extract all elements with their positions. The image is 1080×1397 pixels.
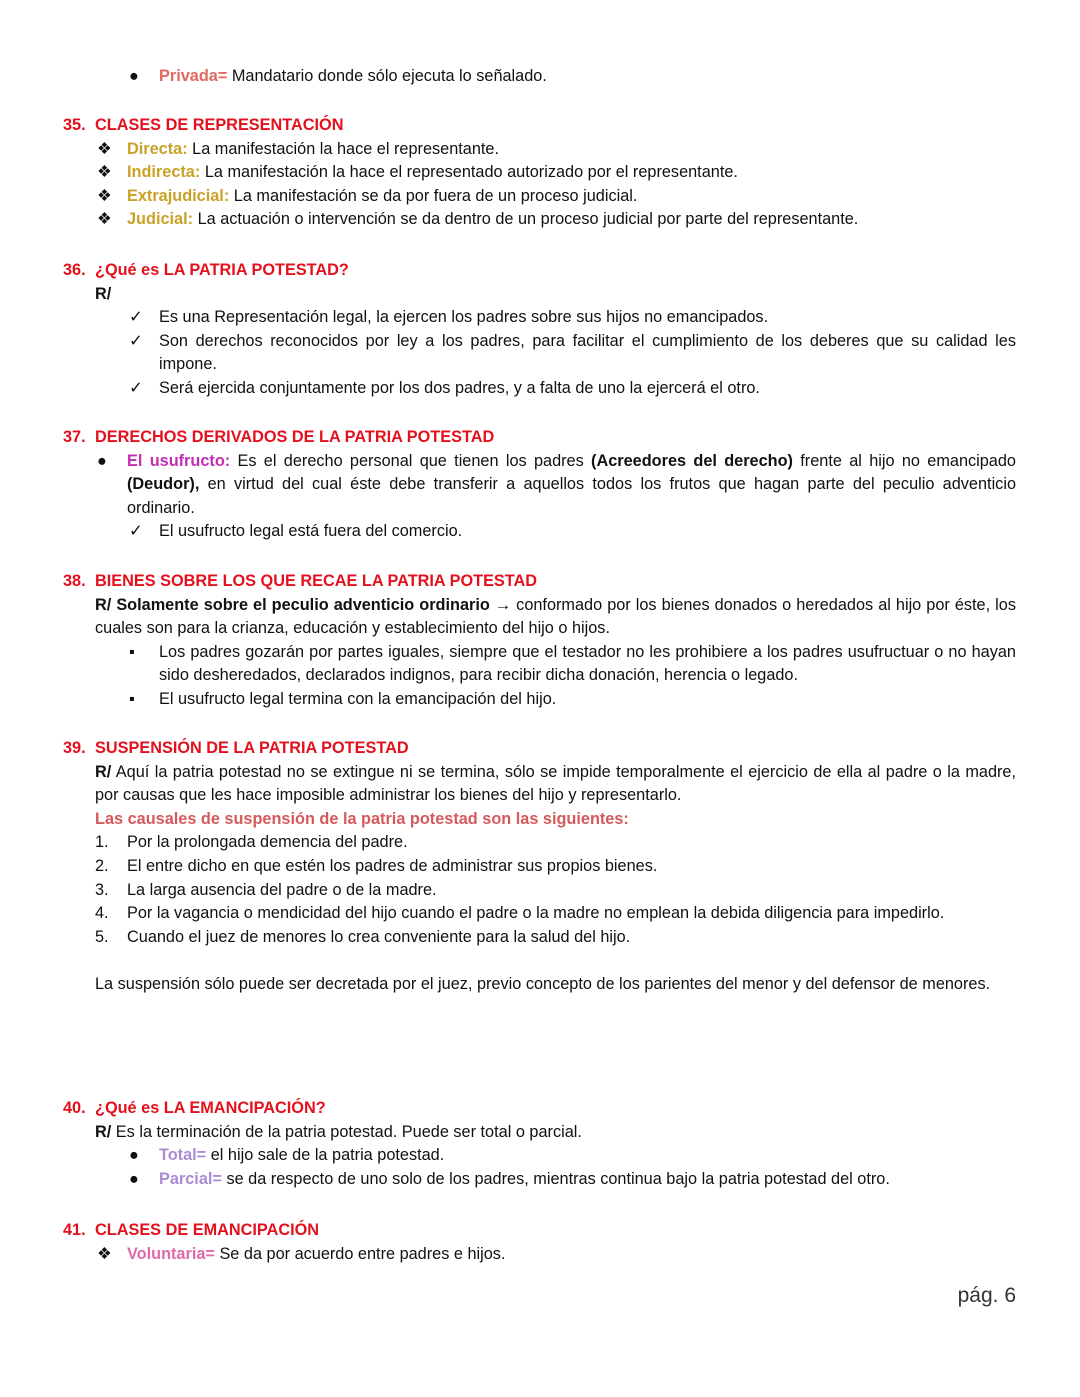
text-span: R/ (95, 762, 112, 781)
check-icon: ✓ (129, 308, 143, 327)
section-heading (63, 1097, 1016, 1121)
text-span: 35. (63, 116, 86, 134)
section-heading (63, 259, 1016, 283)
section-37 (63, 426, 1016, 544)
text-span (63, 1243, 1016, 1267)
text-span (63, 65, 1016, 89)
text-span: 2. (95, 856, 109, 875)
text-span: Por la prolongada demencia del padre. (127, 833, 408, 852)
text-span: La larga ausencia del padre o de la madre. (127, 880, 437, 899)
text-span: El usufructo legal termina con la emancipación del hijo. (159, 689, 557, 708)
text-span: 4. (95, 904, 109, 923)
text-span: Directa: (127, 139, 188, 158)
text-span (63, 1121, 1016, 1145)
diamond-bullet-icon: ❖ (97, 1244, 112, 1263)
text-span (63, 185, 1016, 209)
text-span (95, 902, 1016, 926)
text-span: conformado por los bienes donados o heredados al hijo por éste, los cuales son para la crianza, educación y establecimiento del hijo o hijos. (95, 595, 1016, 638)
text-span: Es el derecho personal que tienen los padres (230, 451, 592, 470)
text-span: en virtud del cual éste debe transferir a aquellos todos los frutos que hagan parte del peculio adventicio ordinario. (127, 475, 1016, 517)
text-span: (Acreedores del derecho) (591, 451, 793, 470)
text-span: 39. (63, 739, 86, 757)
text-span (63, 450, 1016, 521)
text-span: Se da por acuerdo entre padres e hijos. (214, 1244, 506, 1263)
bullet-icon: ● (97, 451, 107, 470)
text-span (63, 138, 1016, 162)
text-span (63, 283, 1016, 307)
square-bullet-icon: ▪ (129, 642, 135, 661)
text-span: Son derechos reconocidos por ley a los padres, para facilitar el cumplimiento de los deberes que su calidad les impone. (159, 331, 1016, 374)
text-span (95, 831, 1016, 855)
text-span: Cuando el juez de menores lo crea conveniente para la salud del hijo. (127, 927, 631, 946)
text-span: Extrajudicial: (127, 186, 230, 205)
text-span: CLASES DE EMANCIPACIÓN (95, 1221, 320, 1239)
section-36 (63, 259, 1016, 401)
page-number: pág. 6 (957, 1284, 1016, 1307)
text-span: Parcial= (159, 1169, 222, 1188)
text-span: DERECHOS DERIVADOS DE LA PATRIA POTESTAD (95, 428, 495, 446)
text-span: el hijo sale de la patria potestad. (206, 1146, 445, 1165)
text-span (95, 879, 1016, 903)
text-span: R/ (95, 1122, 112, 1141)
text-span: BIENES SOBRE LOS QUE RECAE LA PATRIA POTESTAD (95, 572, 538, 590)
diamond-bullet-icon: ❖ (97, 139, 112, 158)
text-span: 41. (63, 1221, 86, 1239)
text-span: 40. (63, 1099, 86, 1117)
text-span (63, 1144, 1016, 1168)
section-40 (63, 1097, 1016, 1191)
check-icon: ✓ (129, 331, 143, 350)
text-span (63, 808, 1016, 832)
section-heading (63, 426, 1016, 450)
bullet-icon: ● (129, 1169, 139, 1188)
privada-item (63, 65, 1016, 89)
text-span: Los padres gozarán por partes iguales, siempre que el testador no les prohibiere a los padres usufructuar o no hayan sido desheredados, declarados indignos, para recibir dicha donación, herencia o legado. (159, 642, 1016, 685)
text-span: Judicial: (127, 210, 194, 229)
section-38 (63, 570, 1016, 712)
text-span: 38. (63, 572, 86, 590)
text-span (63, 330, 1016, 377)
section-heading (63, 1219, 1016, 1243)
section-heading (63, 570, 1016, 594)
check-icon: ✓ (129, 378, 143, 397)
text-span: Total= (159, 1146, 207, 1165)
text-span (63, 641, 1016, 688)
text-span: La manifestación la hace el representado autorizado por el representante. (200, 163, 738, 182)
text-span: Voluntaria= (127, 1244, 215, 1263)
text-span: frente al hijo no emancipado (792, 451, 1016, 470)
diamond-bullet-icon: ❖ (97, 163, 112, 182)
text-span: Será ejercida conjuntamente por los dos padres, y a falta de uno la ejercerá el otro. (159, 378, 760, 397)
text-span: R/ Solamente sobre el peculio adventicio ordinario → (95, 595, 512, 614)
text-span: Es una Representación legal, la ejercen los padres sobre sus hijos no emancipados. (159, 308, 769, 327)
text-span (63, 161, 1016, 185)
text-span (63, 1168, 1016, 1192)
text-span (63, 594, 1016, 641)
text-span: Indirecta: (127, 163, 201, 182)
section-heading (63, 114, 1016, 138)
text-span: ¿Qué es LA EMANCIPACIÓN? (95, 1099, 326, 1117)
text-span: SUSPENSIÓN DE LA PATRIA POTESTAD (95, 739, 409, 757)
text-span: Aquí la patria potestad no se extingue ni se termina, sólo se impide temporalmente el ejercicio de ella al padre o la madre, por causas que les hace imposible administrar los bienes del hijo y representarlo. (95, 762, 1016, 805)
section-39 (63, 737, 1016, 997)
section-41 (63, 1219, 1016, 1266)
text-span: R/ (95, 284, 112, 303)
text-span: La suspensión sólo puede ser decretada por el juez, previo concepto de los parientes del menor y del defensor de menores. (95, 974, 991, 993)
text-span: El usufructo: (127, 451, 231, 470)
text-span (63, 520, 1016, 544)
text-span: Es la terminación de la patria potestad. Puede ser total o parcial. (111, 1122, 582, 1141)
bullet-icon: ● (129, 67, 139, 85)
text-span: 1. (95, 833, 109, 852)
text-span (63, 377, 1016, 401)
text-span: La manifestación la hace el representante. (187, 139, 499, 158)
text-span (63, 208, 1016, 232)
text-span: 5. (95, 927, 109, 946)
text-span: Por la vagancia o mendicidad del hijo cuando el padre o la madre no emplean la debida diligencia para impedirlo. (127, 904, 945, 923)
section-heading (63, 737, 1016, 761)
text-span: (Deudor), (127, 475, 200, 494)
text-span: El usufructo legal está fuera del comercio. (159, 522, 463, 541)
text-span: 3. (95, 880, 109, 899)
text-span: 36. (63, 261, 86, 279)
text-span: La manifestación se da por fuera de un proceso judicial. (229, 186, 638, 205)
diamond-bullet-icon: ❖ (97, 186, 112, 205)
text-span: 37. (63, 428, 86, 446)
text-span (63, 306, 1016, 330)
text-span: El entre dicho en que estén los padres de administrar sus propios bienes. (127, 856, 658, 875)
square-bullet-icon: ▪ (129, 689, 135, 708)
bullet-icon: ● (129, 1146, 139, 1165)
text-span: Privada= (159, 67, 228, 85)
text-span (63, 831, 1016, 949)
text-span (63, 688, 1016, 712)
text-span: Mandatario donde sólo ejecuta lo señalado. (227, 67, 547, 85)
text-span (95, 855, 1016, 879)
section-35 (63, 114, 1016, 232)
text-span (63, 761, 1016, 808)
diamond-bullet-icon: ❖ (97, 210, 112, 229)
text-span: se da respecto de uno solo de los padres, mientras continua bajo la patria potestad del otro. (221, 1169, 890, 1188)
text-span: La actuación o intervención se da dentro de un proceso judicial por parte del representante. (193, 210, 859, 229)
text-span (95, 926, 1016, 950)
check-icon: ✓ (129, 522, 143, 541)
text-span: Las causales de suspensión de la patria potestad son las siguientes: (95, 809, 629, 828)
text-span: ¿Qué es LA PATRIA POTESTAD? (95, 261, 349, 279)
text-span: CLASES DE REPRESENTACIÓN (95, 116, 344, 134)
